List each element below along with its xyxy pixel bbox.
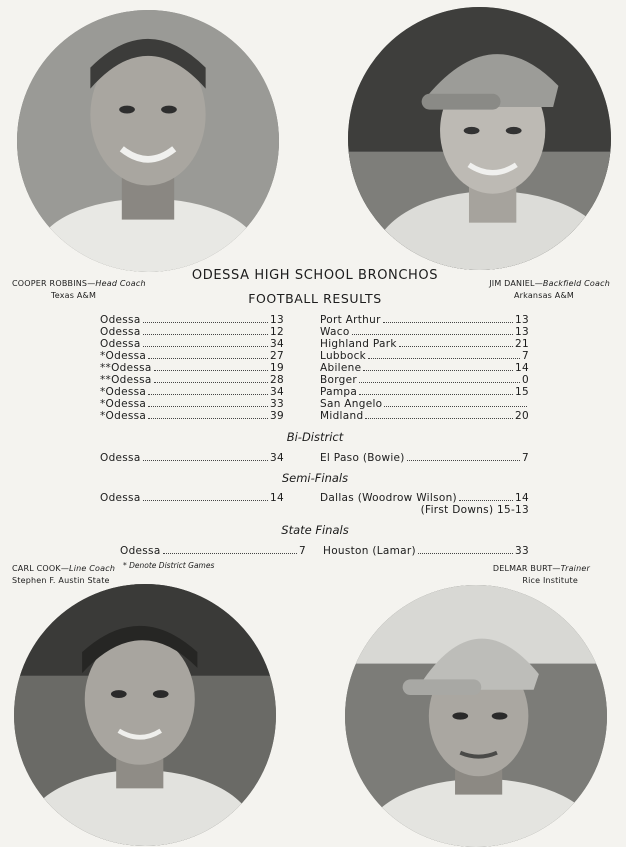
team-name: Odessa bbox=[120, 545, 161, 557]
coach-role: Backfield Coach bbox=[542, 279, 610, 288]
opponent-name: Highland Park bbox=[320, 338, 397, 350]
opponent-score: 20 bbox=[515, 410, 529, 422]
opponent-score: 7 bbox=[522, 350, 529, 362]
district-games-footnote: * Denote District Games bbox=[123, 561, 215, 570]
dot-leader bbox=[154, 382, 268, 383]
dot-leader bbox=[163, 553, 297, 554]
opponent-name: Port Arthur bbox=[320, 314, 381, 326]
dot-leader bbox=[399, 346, 513, 347]
photo-cooper-robbins bbox=[17, 10, 279, 272]
opponent-score: 33 bbox=[515, 545, 529, 557]
opponent-name: Lubbock bbox=[320, 350, 367, 362]
opponent-name: Abilene bbox=[320, 362, 362, 374]
coach-role: Line Coach bbox=[69, 564, 116, 573]
team-name: *Odessa bbox=[100, 398, 147, 410]
opponent-score: 21 bbox=[515, 338, 529, 350]
section-heading-state-finals: State Finals bbox=[281, 523, 349, 537]
page-title: ODESSA HIGH SCHOOL BRONCHOS bbox=[191, 268, 439, 283]
coach-school: Rice Institute bbox=[522, 576, 578, 585]
team-score: 14 bbox=[270, 492, 284, 504]
coach-school: Texas A&M bbox=[51, 291, 97, 300]
result-row bbox=[100, 492, 284, 505]
team-score: 28 bbox=[270, 374, 284, 386]
team-name: Odessa bbox=[100, 314, 141, 326]
opponent-score: 14 bbox=[515, 362, 529, 374]
team-name: *Odessa bbox=[100, 386, 147, 398]
photo-delmar-burt bbox=[345, 585, 607, 847]
opponent-score: 0 bbox=[522, 374, 529, 386]
team-score: 34 bbox=[270, 386, 284, 398]
team-name: **Odessa bbox=[100, 374, 152, 386]
coach-role: Trainer bbox=[560, 564, 590, 573]
dot-leader bbox=[143, 322, 268, 323]
dot-leader bbox=[459, 500, 513, 501]
dot-leader bbox=[143, 500, 268, 501]
team-name: *Odessa bbox=[100, 350, 147, 362]
dot-leader bbox=[383, 322, 513, 323]
team-score: 34 bbox=[270, 452, 284, 464]
team-score: 7 bbox=[299, 545, 306, 557]
first-downs-note: (First Downs) 15-13 bbox=[420, 504, 529, 516]
dot-leader bbox=[352, 334, 513, 335]
coach-school: Arkansas A&M bbox=[513, 291, 574, 300]
caption-jim-daniel: JIM DANIEL—Backfield Coach Arkansas A&M bbox=[489, 279, 610, 300]
section-heading-bi-district: Bi-District bbox=[286, 430, 344, 444]
dot-leader bbox=[148, 358, 268, 359]
dot-leader bbox=[384, 406, 527, 407]
dot-leader bbox=[418, 553, 513, 554]
coach-school: Stephen F. Austin State bbox=[12, 576, 110, 585]
dot-leader bbox=[365, 418, 513, 419]
coach-name: DELMAR BURT bbox=[492, 564, 553, 573]
dot-leader bbox=[154, 370, 268, 371]
photo-jim-daniel bbox=[348, 7, 611, 270]
dot-leader bbox=[148, 406, 268, 407]
dot-leader bbox=[148, 418, 268, 419]
team-score: 34 bbox=[270, 338, 284, 350]
dot-leader bbox=[148, 394, 268, 395]
result-row bbox=[120, 545, 306, 558]
team-name: Odessa bbox=[100, 338, 141, 350]
caption-delmar-burt: DELMAR BURT—Trainer Rice Institute bbox=[492, 564, 590, 585]
coach-name: COOPER ROBBINS bbox=[12, 279, 88, 288]
caption-cooper-robbins: COOPER ROBBINS—Head Coach Texas A&M bbox=[12, 279, 146, 300]
result-row bbox=[323, 545, 529, 558]
dot-leader bbox=[359, 382, 520, 383]
team-score: 33 bbox=[270, 398, 284, 410]
opponent-score: 15 bbox=[515, 386, 529, 398]
dot-leader bbox=[368, 358, 520, 359]
opponent-name: Houston (Lamar) bbox=[323, 545, 416, 557]
opponent-name: Borger bbox=[320, 374, 358, 386]
opponent-name: Waco bbox=[320, 326, 350, 338]
team-name: Odessa bbox=[100, 326, 141, 338]
section-heading-semi-finals: Semi-Finals bbox=[281, 471, 349, 485]
opponent-score: 14 bbox=[515, 492, 529, 504]
result-row bbox=[320, 410, 529, 423]
team-name: **Odessa bbox=[100, 362, 152, 374]
dot-leader bbox=[407, 460, 520, 461]
team-score: 12 bbox=[270, 326, 284, 338]
opponent-name: San Angelo bbox=[320, 398, 383, 410]
coach-name: CARL COOK bbox=[12, 564, 61, 573]
opponent-score: 7 bbox=[522, 452, 529, 464]
dot-leader bbox=[143, 346, 268, 347]
opponent-score: 13 bbox=[515, 326, 529, 338]
dot-leader bbox=[359, 394, 513, 395]
coach-role: Head Coach bbox=[95, 279, 146, 288]
dot-leader bbox=[143, 460, 268, 461]
team-name: *Odessa bbox=[100, 410, 147, 422]
caption-carl-cook: CARL COOK—Line Coach Stephen F. Austin State bbox=[12, 564, 116, 585]
result-row bbox=[100, 452, 284, 465]
coach-name: JIM DANIEL bbox=[489, 279, 535, 288]
team-score: 27 bbox=[270, 350, 284, 362]
opponent-name: El Paso (Bowie) bbox=[320, 452, 405, 464]
team-name: Odessa bbox=[100, 492, 141, 504]
opponent-name: Midland bbox=[320, 410, 364, 422]
dot-leader bbox=[363, 370, 513, 371]
opponent-name: Pampa bbox=[320, 386, 358, 398]
team-name: Odessa bbox=[100, 452, 141, 464]
team-score: 19 bbox=[270, 362, 284, 374]
page-subtitle: FOOTBALL RESULTS bbox=[248, 291, 382, 306]
team-score: 13 bbox=[270, 314, 284, 326]
team-score: 39 bbox=[270, 410, 284, 422]
result-row bbox=[100, 410, 284, 423]
opponent-name: Dallas (Woodrow Wilson) bbox=[320, 492, 457, 504]
photo-carl-cook bbox=[14, 584, 276, 846]
dot-leader bbox=[143, 334, 268, 335]
result-row bbox=[320, 452, 529, 465]
opponent-score: 13 bbox=[515, 314, 529, 326]
